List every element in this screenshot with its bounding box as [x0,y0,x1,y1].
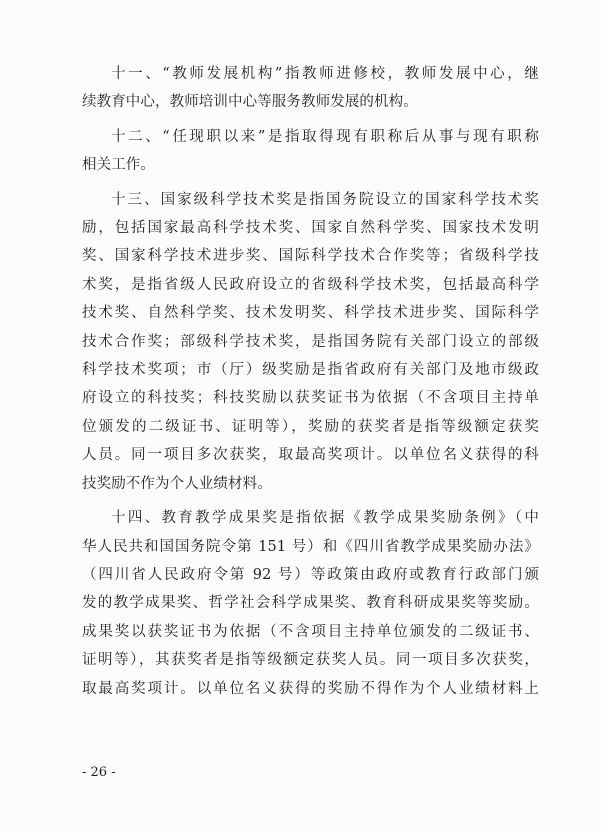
text-line: 取最高奖项计。以单位名义获得的奖励不得作为个人业绩材料上 [82,680,539,697]
text-line: 术奖，是指省级人民政府设立的省级科学技术奖，包括最高科学 [82,276,539,293]
text-line: 相关工作。 [82,157,155,174]
paragraph-eleven [82,60,539,117]
text-line: 续教育中心，教师培训中心等服务教师发展的机构。 [82,94,418,111]
text-line: 技术合作奖；部级科学技术奖，是指国务院有关部门设立的部级 [82,333,539,350]
text-line: 证明等），其获奖者是指等级额定获奖人员。同一项目多次获奖， [82,652,539,669]
text-line: 奖、国家科学技术进步奖、国际科学技术合作奖等；省级科学技 [82,248,539,265]
text-line: 技术奖、自然科学奖、技术发明奖、科学技术进步奖、国际科学 [82,305,539,322]
text-line: 华人民共和国国务院令第 151 号）和《四川省教学成果奖励办法》 [82,538,539,555]
text-line: 发的教学成果奖、哲学社会科学成果奖、教育科研成果奖等奖励。 [82,595,539,612]
page-number: - 26 - [82,765,116,780]
paragraph-thirteen [82,186,539,498]
text-line: 成果奖以获奖证书为依据（不含项目主持单位颁发的二级证书、 [82,623,539,640]
text-line: 十四、教育教学成果奖是指依据《教学成果奖励条例》（中 [111,510,539,527]
text-line: 十二、“任现职以来”是指取得现有职称后从事与现有职称 [111,128,539,145]
text-line: 府设立的科技奖；科技奖励以获奖证书为依据（不含项目主持单 [82,390,539,407]
text-line: （四川省人民政府令第 92 号）等政策由政府或教育行政部门颁 [82,566,539,583]
document-body [82,60,539,709]
text-line: 科学技术奖项；市（厅）级奖励是指省政府有关部门及地市级政 [82,362,539,379]
text-line: 技奖励不作为个人业绩材料。 [82,475,272,492]
paragraph-twelve [82,123,539,180]
text-line: 十一、“教师发展机构”指教师进修校，教师发展中心，继 [111,66,539,82]
text-line: 十三、国家级科学技术奖是指国务院设立的国家科学技术奖 [111,191,539,208]
text-line: 位颁发的二级证书、证明等），奖励的获奖者是指等级额定获奖 [82,418,539,435]
text-line: 励，包括国家最高科学技术奖、国家自然科学奖、国家技术发明 [82,220,539,237]
text-line: 人员。同一项目多次获奖，取最高奖项计。以单位名义获得的科 [82,447,539,464]
paragraph-fourteen [82,504,539,703]
